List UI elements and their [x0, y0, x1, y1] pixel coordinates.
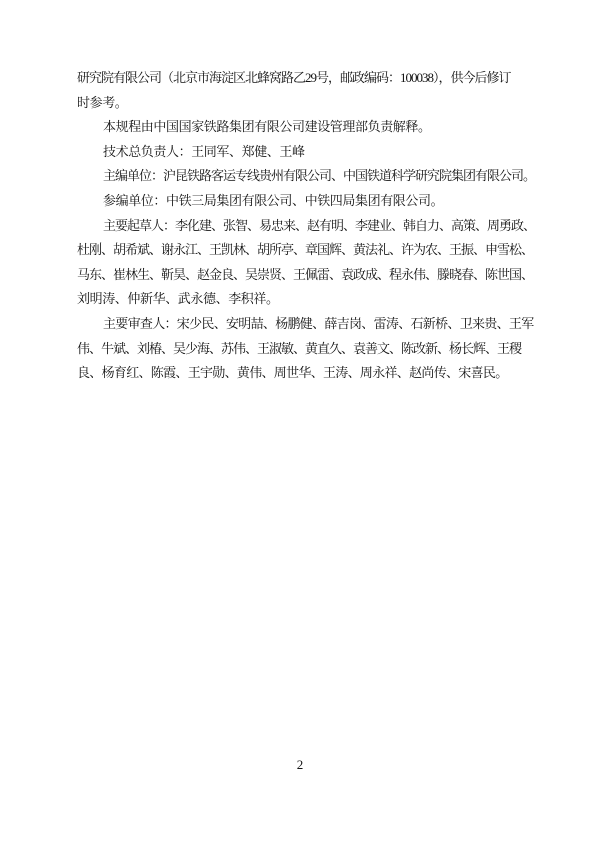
text-line-drafters-3: 马东、崔林生、靳昊、赵金良、吴崇贤、王佩雷、袁政成、程永伟、滕晓春、陈世国、: [77, 266, 534, 282]
text-line-drafters-4: 刘明涛、仲新华、武永德、李积祥。: [77, 291, 279, 307]
text-line-drafters-1: 主要起草人：李化建、张智、易忠来、赵有明、李建业、韩自力、高策、周勇政、: [103, 217, 536, 233]
text-line-technical-leads: 技术总负责人：王同军、郑健、王峰: [103, 143, 305, 159]
document-body: [77, 66, 543, 386]
text-line-reviewers-3: 良、杨育红、陈霞、王宇勋、黄伟、周世华、王涛、周永祥、赵尚传、宋喜民。: [77, 365, 508, 381]
page-number: 2: [296, 757, 304, 772]
text-line-interpretation: 本规程由中国国家铁路集团有限公司建设管理部负责解释。: [103, 119, 431, 135]
text-line-reviewers-1: 主要审查人：宋少民、安明喆、杨鹏健、薛吉岗、雷涛、石新桥、卫来贵、王军: [103, 315, 534, 331]
text-line-chief-editing-units: 主编单位：沪昆铁路客运专线贵州有限公司、中国铁道科学研究院集团有限公司。: [103, 168, 536, 184]
text-line-reviewers-2: 伟、牛斌、刘椿、吴少海、苏伟、王淑敏、黄直久、袁善文、陈改新、杨长辉、王稷: [77, 340, 522, 356]
text-line-continuation-end: 时参考。: [77, 94, 128, 110]
text-line-drafters-2: 杜刚、胡希斌、谢永江、王凯林、胡所亭、章国辉、黄法礼、许为农、王振、申雪松、: [77, 242, 534, 258]
text-line-participating-units: 参编单位：中铁三局集团有限公司、中铁四局集团有限公司。: [103, 192, 444, 208]
text-line-continuation: 研究院有限公司（北京市海淀区北蜂窝路乙29号，邮政编码：100038），供今后修订: [77, 70, 511, 85]
